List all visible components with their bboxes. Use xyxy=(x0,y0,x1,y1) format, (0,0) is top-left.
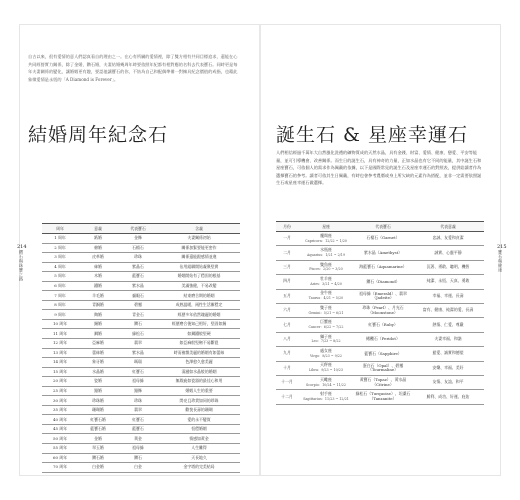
month-cell: 二月 xyxy=(276,246,298,260)
table-cell: 45 周年 xyxy=(42,424,78,434)
month-cell: 九月 xyxy=(276,347,298,361)
right-page-title: 誕生石 & 星座幸運石 xyxy=(276,124,468,146)
table-cell: 50 周年 xyxy=(42,434,78,444)
table-cell: 無瑕疵如瓷器的最佳心和用 xyxy=(158,377,240,387)
zodiac-date-range: Taurus：4/21 ~ 5/20 xyxy=(308,296,344,301)
table-cell: 清澈如水晶般的婚姻 xyxy=(158,367,240,377)
symbolism-cell: 誠實、心靈平靜 xyxy=(412,246,484,260)
table-cell: 翡翠 xyxy=(118,339,158,349)
anniversary-table xyxy=(42,223,240,473)
birthstone-cell: 珍珠（Pearl）、月光石（Moonstone） xyxy=(354,303,412,317)
table-cell: 白金婚 xyxy=(78,463,118,473)
table-cell: 20 周年 xyxy=(42,377,78,387)
table-cell: 經歷多年依然瑰麗的婚姻 xyxy=(158,310,240,320)
table-row xyxy=(42,339,240,349)
table-row xyxy=(42,310,240,320)
zodiac-name: 水瓶座 xyxy=(320,247,332,253)
table-cell: 2 周年 xyxy=(42,243,78,253)
zodiac-cell xyxy=(298,318,354,332)
book-gutter xyxy=(259,25,261,475)
zodiac-name: 獅子座 xyxy=(320,333,332,339)
month-cell: 八月 xyxy=(276,332,298,346)
zodiac-date-range: Sagittarius：11/23 ~ 12/21 xyxy=(303,396,349,401)
table-row xyxy=(276,275,484,289)
left-page-title: 結婚周年紀念石 xyxy=(28,124,169,146)
birthstone-cell: 祖母綠（Emerald）、翡翠（Jadeite） xyxy=(354,289,412,303)
table-cell: 翠玉婚 xyxy=(78,444,118,454)
zodiac-cell xyxy=(298,289,354,303)
table-cell: 珍珠 xyxy=(118,396,158,406)
month-cell: 十一月 xyxy=(276,375,298,389)
table-cell: 關係還能跟感情並進 xyxy=(158,253,240,263)
table-cell: 珊瑚婚 xyxy=(78,405,118,415)
table-cell: 象牙婚 xyxy=(78,358,118,368)
zodiac-date-range: Capricorn：12/22 ~ 1/20 xyxy=(305,238,347,243)
symbolism-cell: 友情、友誼、和平 xyxy=(412,375,484,389)
zodiac-name: 處女座 xyxy=(320,348,332,354)
table-row xyxy=(42,329,240,339)
table-cell: 藍寶石 xyxy=(118,424,158,434)
table-row xyxy=(276,390,484,404)
table-cell: 情感如黃金 xyxy=(158,434,240,444)
table-cell: 水晶婚 xyxy=(78,367,118,377)
table-cell: 55 周年 xyxy=(42,444,78,454)
table-cell: 時而複雜美麗的婚姻有如蕾絲 xyxy=(158,348,240,358)
birthstone-cell: 橄欖石（Peridot） xyxy=(354,332,412,346)
table-cell: 貓眼石 xyxy=(118,291,158,301)
zodiac-cell xyxy=(298,332,354,346)
month-cell: 七月 xyxy=(276,318,298,332)
table-row xyxy=(42,272,240,282)
table-cell: 9 周年 xyxy=(42,310,78,320)
birthstone-cell: 蛋白石（Opal）、碧璽（Tourmaline） xyxy=(354,361,412,375)
table-cell: 紅寶石 xyxy=(118,415,158,425)
zodiac-date-range: Libra：9/23 ~ 10/23 xyxy=(309,368,343,373)
month-cell: 四月 xyxy=(276,275,298,289)
anniversary-header-row xyxy=(42,224,240,234)
table-cell: 成熟溫暖，兩性生活漸穩定 xyxy=(158,300,240,310)
table-cell: 紅寶石婚 xyxy=(78,415,118,425)
table-cell: 經歷磨合後知己相好，堅固如錫 xyxy=(158,319,240,329)
table-cell: 鐵婚 xyxy=(78,281,118,291)
table-cell: 天長地久 xyxy=(158,453,240,463)
table-cell: 碧璽 xyxy=(118,300,158,310)
table-row xyxy=(42,405,240,415)
table-cell: 綠松石 xyxy=(118,329,158,339)
table-cell: 棉婚 xyxy=(78,243,118,253)
zodiac-date-range: Aries：3/21 ~ 4/20 xyxy=(310,281,342,286)
table-row xyxy=(42,281,240,291)
table-cell: 紅寶石 xyxy=(118,367,158,377)
symbolism-cell: 夫妻幸福、和諧 xyxy=(412,332,484,346)
table-row xyxy=(42,396,240,406)
table-cell: 木婚 xyxy=(78,272,118,282)
month-cell: 六月 xyxy=(276,303,298,317)
zodiac-name: 天秤座 xyxy=(320,362,332,368)
table-cell: 蕾絲婚 xyxy=(78,348,118,358)
table-cell: 翡翠 xyxy=(118,405,158,415)
zodiac-name: 魔羯座 xyxy=(320,232,332,238)
symbolism-cell: 慈愛、誠實和德望 xyxy=(412,347,484,361)
zodiac-cell xyxy=(298,260,354,274)
right-page-number: 215 xyxy=(497,244,507,250)
header-meaning: 意義 xyxy=(78,224,118,234)
header-gem: 代表寶石 xyxy=(118,224,158,234)
zodiac-date-range: Pisces：2/20 ~ 3/20 xyxy=(309,267,343,272)
zodiac-date-range: Cancer：6/22 ~ 7/22 xyxy=(308,325,344,330)
table-cell: 皮革婚 xyxy=(78,253,118,263)
table-cell: 鑽石婚 xyxy=(78,453,118,463)
symbolism-cell: 熱情、仁愛、尊嚴 xyxy=(412,318,484,332)
table-cell: 人生難得 xyxy=(158,444,240,454)
table-cell: 佔用組聯開始凝聚堅實 xyxy=(158,262,240,272)
table-row xyxy=(276,332,484,346)
table-row xyxy=(276,375,484,389)
right-body-paragraph: 人們相信經過千萬年大自然風化洗禮的礦物質成的天然水晶，具有金錢、財富、愛情、健康、戀愛、平安等能量，並可引導機會、改善關係。而生日的誕生石，具有神奇的力量，正如水晶也有它不同的能量，其中誕生石和星座寶石，可依個人的需求作為佩戴的依據，以下是國際常見的誕生石及星座幸運石的對照表，提供給讀者作為選擇寶石的參考。讀者可依其生日佩戴，有時也會參考農曆或身上所欠缺的元素作為搭配，並非一定需要依照誕生石或星座幸運石做選擇。 xyxy=(276,150,482,186)
table-row xyxy=(42,253,240,263)
table-cell: 60 周年 xyxy=(42,453,78,463)
table-cell: 13 周年 xyxy=(42,348,78,358)
header-significance: 含義 xyxy=(158,224,240,234)
table-cell: 祖母綠 xyxy=(118,377,158,387)
birthstone-cell: 藍寶石（Sapphire） xyxy=(354,347,412,361)
table-cell: 白金 xyxy=(118,463,158,473)
zodiac-cell xyxy=(298,246,354,260)
birthstone-cell: 海藍寶石（Aquamarine） xyxy=(354,260,412,274)
zodiac-cell xyxy=(298,303,354,317)
table-cell: 藍寶石婚 xyxy=(78,424,118,434)
birthstone-cell: 鑽石（Diamond） xyxy=(354,275,412,289)
header-anniversary: 周年 xyxy=(42,224,78,234)
zodiac-date-range: Aquarius：1/21 ~ 2/19 xyxy=(307,253,345,258)
table-cell: 鋼婚 xyxy=(78,329,118,339)
left-intro-paragraph: 自古以來，很有愛情的意人們認真看自的理由之一。在心有所屬的愛情裡，除了雙方相有共同目標追求，還能在心共同經營實力關係，除了金婚，鑽石婚，夫妻結婚幾周年時要依照年紀都有相對應的名科去代表寶石。同時更是每年夫妻關係的變化，讓婚姻更有趣，要認他讓寶石的你，不妨為自己和配偶準備一對擁具紀念價值的戒指，也藉此象徵愛情是永恆的「A Diamond is Forever」。 xyxy=(28,54,238,82)
table-cell: 藍寶石 xyxy=(118,272,158,282)
table-cell: 6 周年 xyxy=(42,281,78,291)
table-cell: 黃金 xyxy=(118,434,158,444)
header-month: 月份 xyxy=(276,222,298,232)
table-cell: 歡悅長壽的珊瑚 xyxy=(158,405,240,415)
table-cell: 紫水晶 xyxy=(118,348,158,358)
table-cell: 恒穩婚姻 xyxy=(158,424,240,434)
table-cell: 鑽石 xyxy=(118,453,158,463)
zodiac-name: 天蠍座 xyxy=(320,376,332,382)
table-row xyxy=(42,444,240,454)
table-cell: 35 周年 xyxy=(42,405,78,415)
symbolism-cell: 富有、健康、純潔的愛、長壽 xyxy=(412,303,484,317)
left-page-number: 214 xyxy=(17,244,27,250)
table-cell: 石榴石 xyxy=(118,243,158,253)
table-cell: 絲婚 xyxy=(78,262,118,272)
zodiac-name: 牡羊座 xyxy=(320,276,332,282)
table-cell: 夫妻關係初始 xyxy=(158,234,240,244)
table-row xyxy=(42,243,240,253)
table-cell: 紫水晶 xyxy=(118,281,158,291)
table-cell: 金字塔的完美結局 xyxy=(158,463,240,473)
symbolism-cell: 幸福、幸運、長壽 xyxy=(412,289,484,303)
month-cell: 五月 xyxy=(276,289,298,303)
table-cell: 12 周年 xyxy=(42,339,78,349)
birthstone-cell: 石榴石（Garnet） xyxy=(354,232,412,246)
table-cell: 瑪瑙 xyxy=(118,358,158,368)
birthstone-cell: 綠松石（Turquoise）、坦桑石（Tanzanite） xyxy=(354,390,412,404)
left-side-label: 鑽石與珠寶之路 xyxy=(19,250,24,282)
table-cell: 4 周年 xyxy=(42,262,78,272)
table-cell: 10 周年 xyxy=(42,319,78,329)
left-page xyxy=(17,25,252,475)
table-row xyxy=(42,358,240,368)
symbolism-cell: 忠誠、友愛和貞潔 xyxy=(412,232,484,246)
table-cell: 美滿強健，不易改變 xyxy=(158,281,240,291)
birthstone-cell: 黃寶石（Topaz）、黃水晶（Citrine） xyxy=(354,375,412,389)
table-cell: 25 周年 xyxy=(42,386,78,396)
table-row xyxy=(42,291,240,301)
birthstone-cell: 紫水晶（Amethyst） xyxy=(354,246,412,260)
month-cell: 十二月 xyxy=(276,390,298,404)
table-row xyxy=(276,347,484,361)
table-row xyxy=(42,234,240,244)
table-cell: 閃亮且珍貴如同的珍珠 xyxy=(158,396,240,406)
table-cell: 珍珠 xyxy=(118,253,158,263)
book-spread xyxy=(17,25,507,475)
table-row xyxy=(42,424,240,434)
table-cell: 鑽石 xyxy=(118,319,158,329)
zodiac-name: 金牛座 xyxy=(320,290,332,296)
table-cell: 30 周年 xyxy=(42,396,78,406)
zodiac-cell xyxy=(298,275,354,289)
zodiac-cell xyxy=(298,375,354,389)
table-cell: 1 周年 xyxy=(42,234,78,244)
table-row xyxy=(42,319,240,329)
table-row xyxy=(42,386,240,396)
zodiac-cell xyxy=(298,390,354,404)
table-cell: 70 周年 xyxy=(42,463,78,473)
right-page xyxy=(268,25,507,475)
table-cell: 14 周年 xyxy=(42,358,78,368)
table-cell: 婚姻人生的重要 xyxy=(158,386,240,396)
zodiac-date-range: Gemini：5/21 ~ 6/21 xyxy=(308,310,344,315)
table-cell: 8 周年 xyxy=(42,300,78,310)
table-cell: 珍珠婚 xyxy=(78,396,118,406)
header-symbolism: 代表意義 xyxy=(412,222,484,232)
table-cell: 紫晶石 xyxy=(118,262,158,272)
zodiac-cell xyxy=(298,347,354,361)
table-cell: 3 周年 xyxy=(42,253,78,263)
header-zodiac: 星座 xyxy=(298,222,354,232)
table-cell: 色澤愈久愈美麗 xyxy=(158,358,240,368)
table-cell: 愛的永不變質 xyxy=(158,415,240,425)
birthstone-table xyxy=(276,221,484,405)
table-cell: 15 周年 xyxy=(42,367,78,377)
month-cell: 一月 xyxy=(276,232,298,246)
right-side-label: 寶石與健康 xyxy=(498,250,503,273)
table-cell: 金婚 xyxy=(78,434,118,444)
table-cell: 祖母綠 xyxy=(118,444,158,454)
table-cell: 青銅婚 xyxy=(78,300,118,310)
birthstone-header-row xyxy=(276,222,484,232)
zodiac-cell xyxy=(298,232,354,246)
birthstone-cell: 紅寶石（Ruby） xyxy=(354,318,412,332)
table-cell: 40 周年 xyxy=(42,415,78,425)
month-cell: 十月 xyxy=(276,361,298,375)
table-cell: 錫婚 xyxy=(78,319,118,329)
table-row xyxy=(276,361,484,375)
table-row xyxy=(42,262,240,272)
zodiac-cell xyxy=(298,361,354,375)
zodiac-name: 巨蟹座 xyxy=(320,319,332,325)
table-cell: 5 周年 xyxy=(42,272,78,282)
zodiac-name: 雙魚座 xyxy=(320,261,332,267)
table-cell: 如鋼鐵般堅硬 xyxy=(158,329,240,339)
table-row xyxy=(42,348,240,358)
symbolism-cell: 純潔、永恆、天真、勇敢 xyxy=(412,275,484,289)
symbolism-cell: 安樂、幸福、美好 xyxy=(412,361,484,375)
table-row xyxy=(276,246,484,260)
table-cell: 亞麻婚 xyxy=(78,339,118,349)
table-cell: 銀飾 xyxy=(118,386,158,396)
table-cell: 銀婚 xyxy=(78,386,118,396)
table-cell: 青金石 xyxy=(118,310,158,320)
symbolism-cell: 勝利、成功、好運、庇佑 xyxy=(412,390,484,404)
table-row xyxy=(42,415,240,425)
table-row xyxy=(42,367,240,377)
table-cell: 瓷婚 xyxy=(78,377,118,387)
symbolism-cell: 沉著、勇敢、聰明、機智 xyxy=(412,260,484,274)
table-row xyxy=(42,434,240,444)
zodiac-date-range: Leo：7/23 ~ 8/22 xyxy=(311,339,341,344)
table-row xyxy=(276,289,484,303)
table-row xyxy=(276,260,484,274)
table-row xyxy=(276,318,484,332)
header-birthstone: 代表寶石 xyxy=(354,222,412,232)
zodiac-name: 射手座 xyxy=(320,391,332,397)
table-cell: 7 周年 xyxy=(42,291,78,301)
table-row xyxy=(42,453,240,463)
table-row xyxy=(276,303,484,317)
table-cell: 關係加緊要能更密作 xyxy=(158,243,240,253)
month-cell: 三月 xyxy=(276,260,298,274)
table-row xyxy=(42,463,240,473)
table-cell: 羊毛婚 xyxy=(78,291,118,301)
table-cell: 紙婚 xyxy=(78,234,118,244)
table-cell: 11 周年 xyxy=(42,329,78,339)
table-cell: 金飾 xyxy=(118,234,158,244)
table-row xyxy=(276,232,484,246)
table-cell: 陶婚 xyxy=(78,310,118,320)
zodiac-date-range: Scorpio：10/24 ~ 11/22 xyxy=(306,382,346,387)
zodiac-date-range: Virgo：8/23 ~ 9/22 xyxy=(309,353,342,358)
table-cell: 結束磨合期的婚姻 xyxy=(158,291,240,301)
table-row xyxy=(42,377,240,387)
table-row xyxy=(42,300,240,310)
table-cell: 婚姻開始有了穩固的根基 xyxy=(158,272,240,282)
zodiac-name: 雙子座 xyxy=(320,304,332,310)
table-cell: 如亞麻般堅靭不易斷裂 xyxy=(158,339,240,349)
